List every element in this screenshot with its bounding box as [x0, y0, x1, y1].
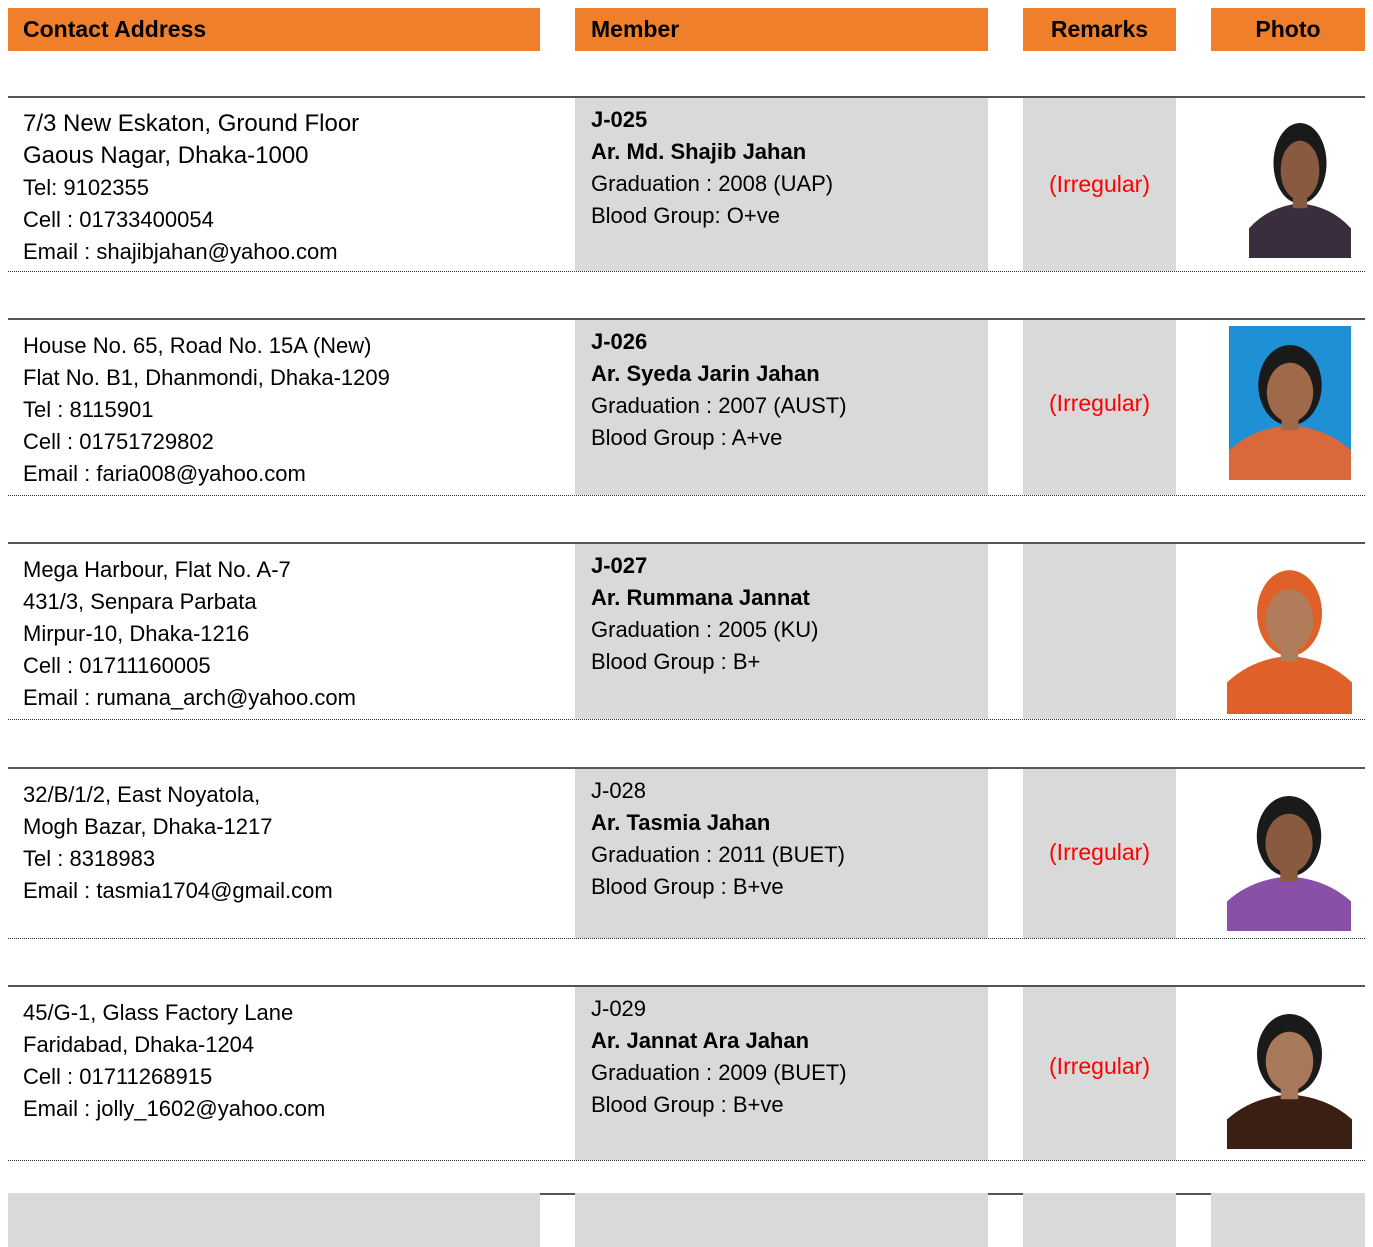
member-code: J-028: [591, 778, 647, 803]
address-line: Gaous Nagar, Dhaka-1000: [23, 142, 309, 169]
portrait-photo-icon: [1227, 777, 1351, 931]
blood-group: Blood Group : B+ve: [591, 874, 784, 899]
cell-line: Cell : 01711268915: [23, 1064, 213, 1089]
member-info: [591, 104, 833, 232]
address-line: Flat No. B1, Dhanmondi, Dhaka-1209: [23, 365, 390, 390]
remarks-text: (Irregular): [1049, 390, 1150, 416]
contact-address: [23, 997, 325, 1125]
address-line: Mogh Bazar, Dhaka-1217: [23, 814, 273, 839]
portrait-photo-icon: [1227, 995, 1352, 1149]
portrait-photo-icon: [1249, 104, 1351, 258]
address-line: House No. 65, Road No. 15A (New): [23, 333, 372, 358]
member-info: [591, 775, 845, 903]
address-line: Faridabad, Dhaka-1204: [23, 1032, 255, 1057]
remarks-text: (Irregular): [1049, 1053, 1150, 1079]
member-row-j029: [0, 985, 1373, 1161]
row-divider: [8, 271, 1365, 272]
graduation: Graduation : 2009 (BUET): [591, 1060, 847, 1085]
graduation: Graduation : 2007 (AUST): [591, 393, 847, 418]
contact-address: [23, 330, 390, 490]
member-code: J-029: [591, 996, 647, 1021]
member-name: Ar. Jannat Ara Jahan: [591, 1028, 810, 1053]
header-photo: Photo: [1211, 8, 1365, 51]
cell-line: Cell : 01711160005: [23, 653, 211, 678]
address-line: 7/3 New Eskaton, Ground Floor: [23, 110, 360, 137]
remarks-cell: [1023, 544, 1176, 719]
email-line: Email : rumana_arch@yahoo.com: [23, 685, 356, 710]
empty-photo-cell: [1211, 1193, 1365, 1247]
blood-group: Blood Group: O+ve: [591, 203, 780, 228]
header-remarks: Remarks: [1023, 8, 1176, 51]
member-row-j026: [0, 318, 1373, 496]
member-row-j025: [0, 96, 1373, 272]
member-code: J-025: [591, 107, 648, 132]
header-contact-address: Contact Address: [8, 8, 540, 51]
remarks-text: (Irregular): [1049, 171, 1150, 197]
email-line: Email : jolly_1602@yahoo.com: [23, 1096, 326, 1121]
row-divider: [8, 1160, 1365, 1161]
member-name: Ar. Syeda Jarin Jahan: [591, 361, 820, 386]
member-info: [591, 326, 847, 454]
header-member: Member: [575, 8, 988, 51]
row-divider: [8, 938, 1365, 939]
empty-address-cell: [8, 1193, 540, 1247]
member-name: Ar. Tasmia Jahan: [591, 810, 771, 835]
address-line: Mega Harbour, Flat No. A-7: [23, 557, 291, 582]
member-name: Ar. Rummana Jannat: [591, 585, 810, 610]
contact-address: [23, 554, 356, 714]
member-info: [591, 993, 847, 1121]
address-line: 32/B/1/2, East Noyatola,: [23, 782, 261, 807]
member-code: J-026: [591, 329, 648, 354]
blood-group: Blood Group : B+: [591, 649, 761, 674]
address-line: 45/G-1, Glass Factory Lane: [23, 1000, 294, 1025]
portrait-photo-icon: [1229, 326, 1351, 480]
contact-address: [23, 779, 333, 907]
blood-group: Blood Group : B+ve: [591, 1092, 784, 1117]
remarks-text: (Irregular): [1049, 839, 1150, 865]
address-line: 431/3, Senpara Parbata: [23, 589, 257, 614]
email-line: Email : faria008@yahoo.com: [23, 461, 306, 486]
email-line: Email : shajibjahan@yahoo.com: [23, 239, 338, 264]
graduation: Graduation : 2005 (KU): [591, 617, 819, 642]
cell-line: Cell : 01733400054: [23, 207, 214, 232]
row-divider: [8, 719, 1365, 720]
member-info: [591, 550, 818, 678]
phone-line: Tel: 9102355: [23, 175, 149, 200]
address-line: Mirpur-10, Dhaka-1216: [23, 621, 250, 646]
member-name: Ar. Md. Shajib Jahan: [591, 139, 807, 164]
email-line: Email : tasmia1704@gmail.com: [23, 878, 333, 903]
phone-line: Tel : 8115901: [23, 397, 154, 422]
empty-remarks-cell: [1023, 1193, 1176, 1247]
graduation: Graduation : 2008 (UAP): [591, 171, 834, 196]
member-code: J-027: [591, 553, 648, 578]
graduation: Graduation : 2011 (BUET): [591, 842, 845, 867]
phone-line: Tel : 8318983: [23, 846, 156, 871]
contact-address: [23, 108, 359, 268]
blood-group: Blood Group : A+ve: [591, 425, 783, 450]
cell-line: Cell : 01751729802: [23, 429, 214, 454]
row-divider: [8, 495, 1365, 496]
portrait-photo-icon: [1227, 550, 1352, 714]
member-row-j027: [0, 542, 1373, 720]
member-row-j028: [0, 767, 1373, 939]
empty-member-cell: [575, 1193, 988, 1247]
